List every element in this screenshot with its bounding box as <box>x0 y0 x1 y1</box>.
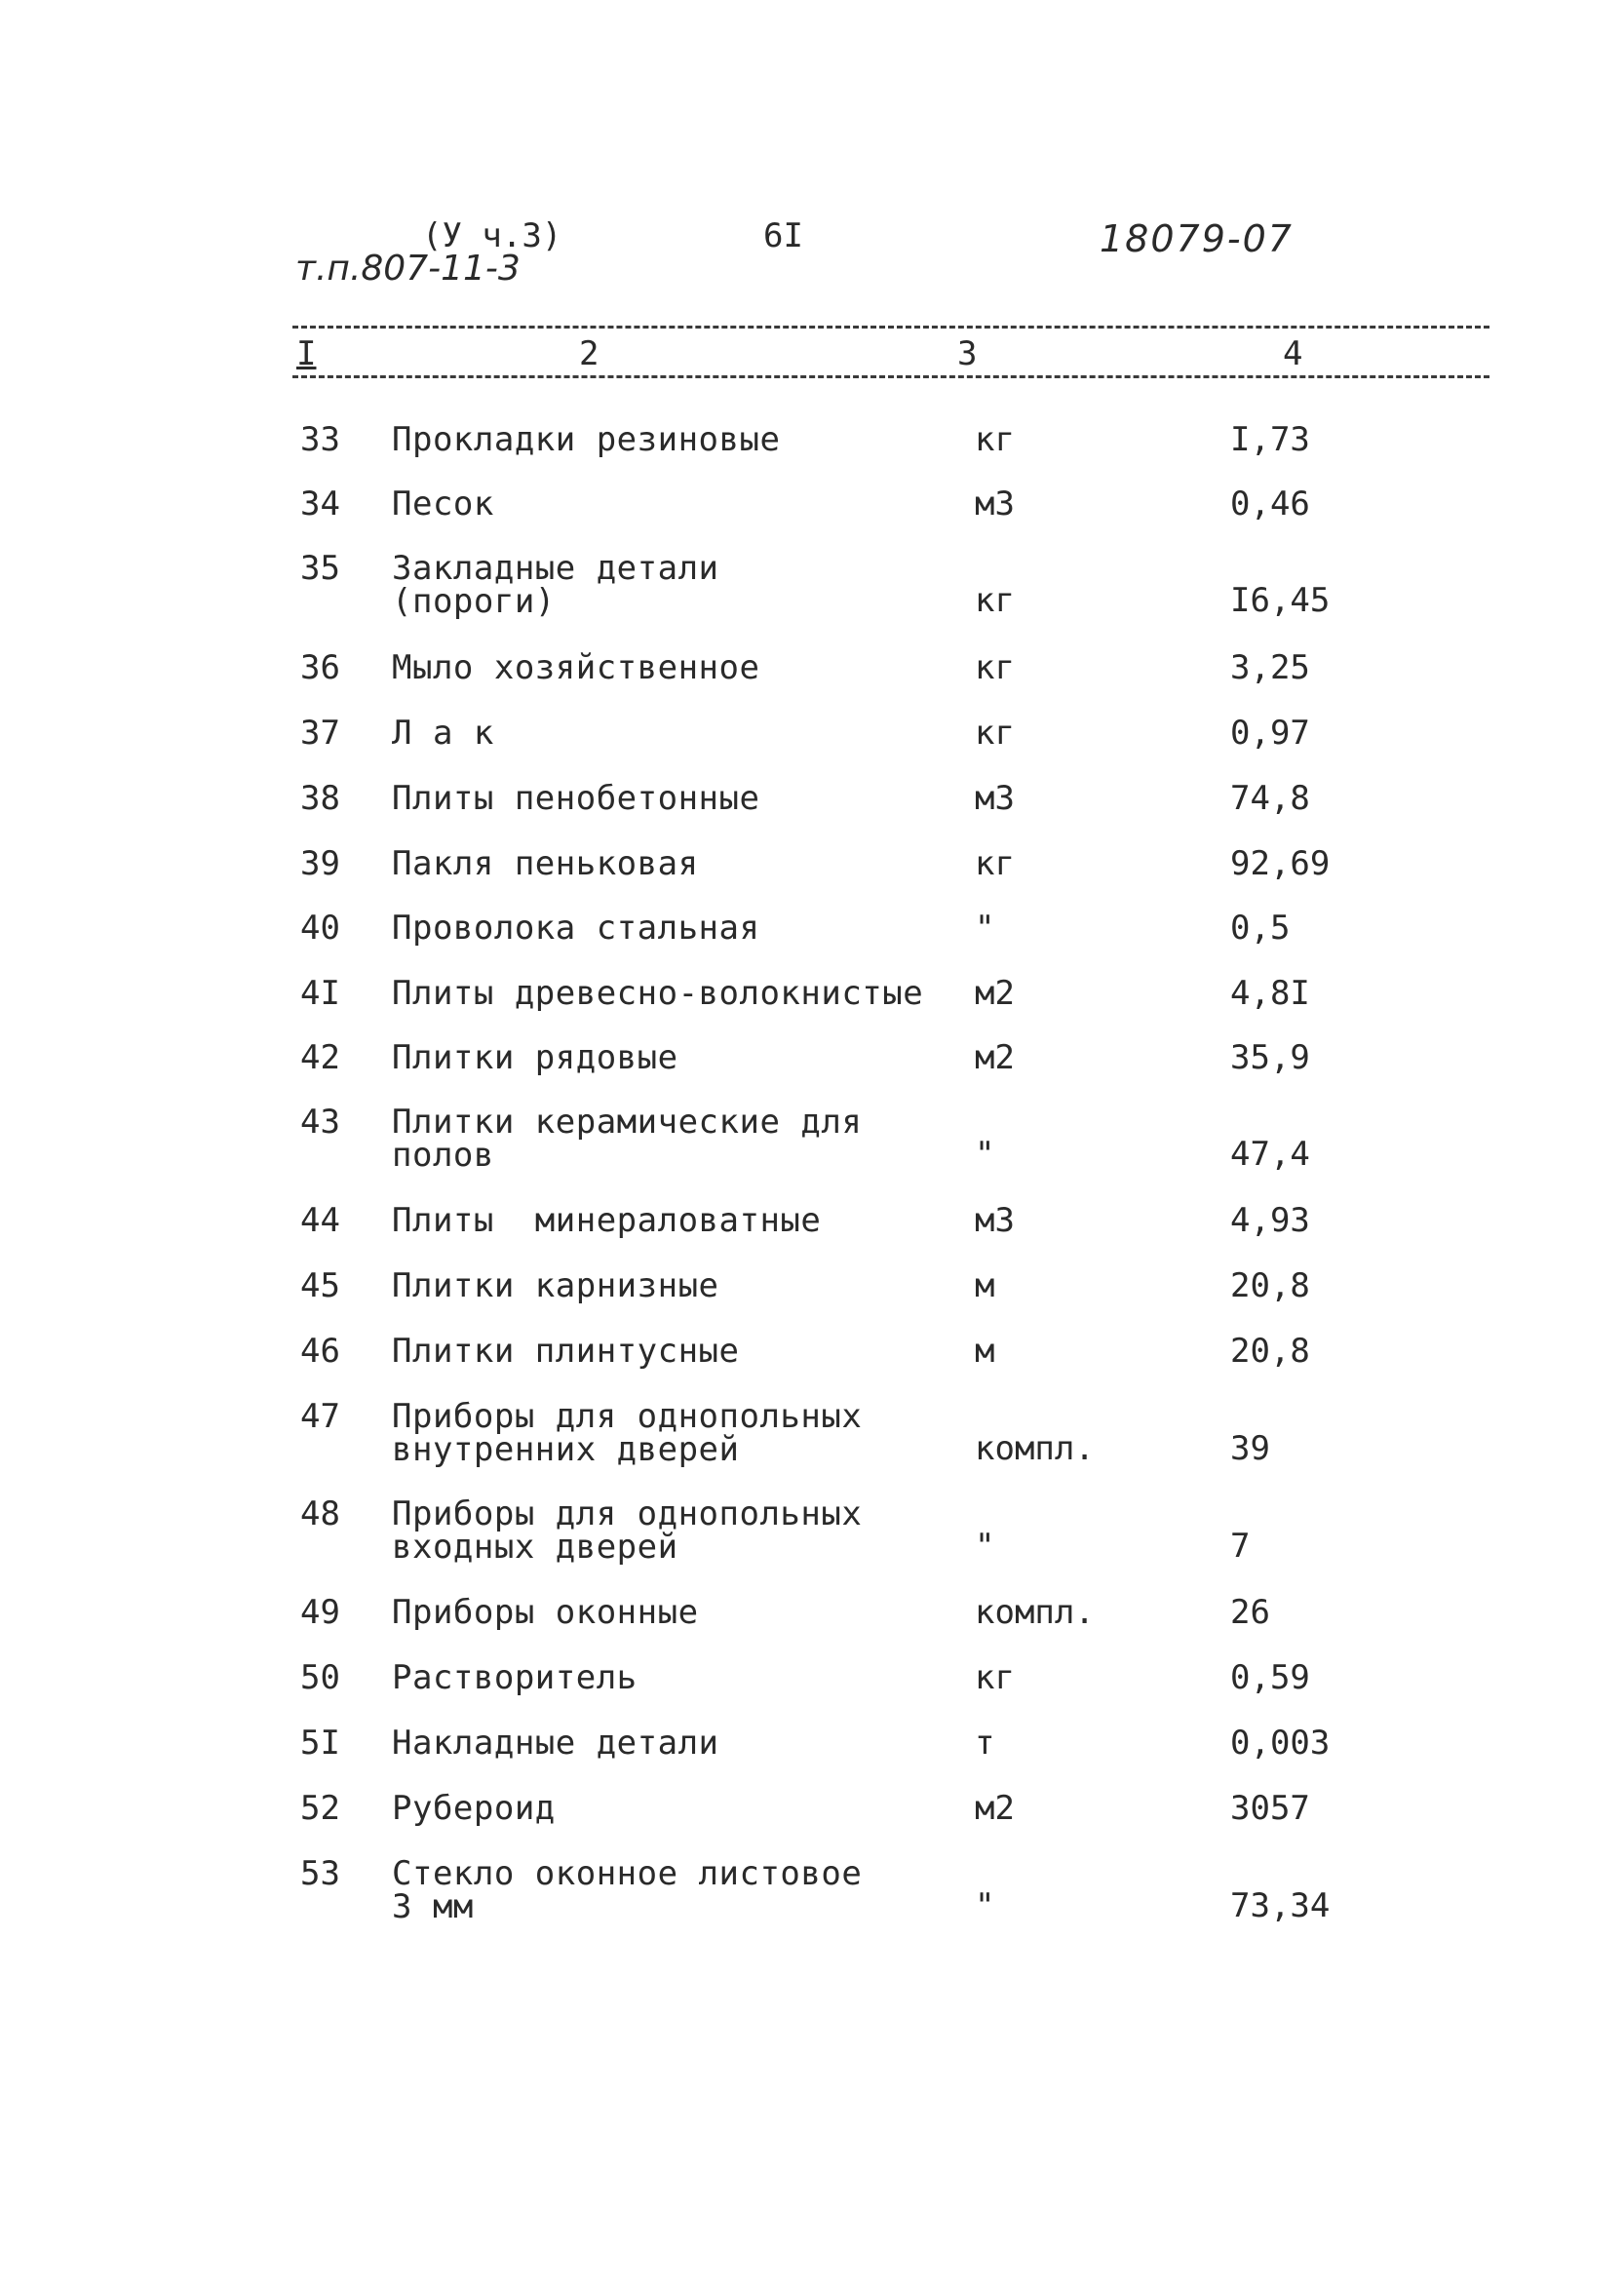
quantity: 4,93 <box>1230 1201 1310 1240</box>
dashed-rule-header <box>292 375 1489 378</box>
row-number: 40 <box>300 909 340 948</box>
dashed-rule-top <box>292 326 1489 329</box>
table-row <box>0 420 1624 459</box>
material-name: Накладные детали <box>392 1724 719 1763</box>
table-row <box>0 1103 1624 1175</box>
quantity: 26 <box>1230 1593 1270 1632</box>
quantity: 73,34 <box>1230 1886 1331 1925</box>
row-number: 50 <box>300 1658 340 1697</box>
unit: " <box>975 1527 995 1566</box>
unit: м3 <box>975 485 1015 524</box>
column-header-1: I <box>292 334 320 373</box>
table-row <box>0 1658 1624 1697</box>
row-number: 4I <box>300 974 340 1013</box>
column-header-2: 2 <box>575 334 602 373</box>
quantity: I6,45 <box>1230 581 1331 620</box>
quantity: 47,4 <box>1230 1135 1310 1174</box>
row-number: 42 <box>300 1038 340 1077</box>
quantity: 0,46 <box>1230 485 1310 524</box>
document-number: 18079-07 <box>1100 217 1294 260</box>
material-name: Л а к <box>392 714 494 753</box>
unit: компл. <box>975 1593 1095 1632</box>
unit: т <box>975 1724 995 1763</box>
material-name: Растворитель <box>392 1658 638 1697</box>
unit: " <box>975 1135 995 1174</box>
table-row <box>0 1266 1624 1305</box>
page-number: 6I <box>763 216 803 255</box>
unit: м <box>975 1332 995 1371</box>
project-code: т.п.807-11-3 <box>295 249 521 289</box>
row-number: 52 <box>300 1789 340 1828</box>
unit: м2 <box>975 1789 1015 1828</box>
table-row <box>0 974 1624 1013</box>
unit: кг <box>975 581 1015 620</box>
material-name: Стекло оконное листовое 3 мм <box>392 1854 863 1926</box>
table-row <box>0 844 1624 883</box>
row-number: 39 <box>300 844 340 883</box>
quantity: 0,5 <box>1230 909 1291 948</box>
material-name: Закладные детали (пороги) <box>392 549 719 621</box>
unit: кг <box>975 648 1015 687</box>
row-number: 43 <box>300 1103 340 1142</box>
unit: м <box>975 1266 995 1305</box>
column-header-3: 3 <box>953 334 981 373</box>
table-row <box>0 1332 1624 1371</box>
row-number: 49 <box>300 1593 340 1632</box>
material-name: Плитки рядовые <box>392 1038 678 1077</box>
unit: компл. <box>975 1429 1095 1468</box>
table-row <box>0 1397 1624 1469</box>
unit: кг <box>975 844 1015 883</box>
table-row <box>0 1724 1624 1763</box>
quantity: 20,8 <box>1230 1266 1310 1305</box>
material-name: Приборы для однопольных внутренних дверей <box>392 1397 863 1469</box>
material-name: Плитки керамические для полов <box>392 1103 863 1175</box>
row-number: 33 <box>300 420 340 459</box>
table-row <box>0 549 1624 621</box>
quantity: 7 <box>1230 1527 1251 1566</box>
unit: м2 <box>975 1038 1015 1077</box>
table-row <box>0 1789 1624 1828</box>
quantity: I,73 <box>1230 420 1310 459</box>
material-name: Плиты минераловатные <box>392 1201 822 1240</box>
header-subtitle: (У ч.3) <box>422 216 562 255</box>
table-row <box>0 1593 1624 1632</box>
material-name: Приборы оконные <box>392 1593 699 1632</box>
row-number: 34 <box>300 485 340 524</box>
material-name: Плиты древесно-волокнистые <box>392 974 924 1013</box>
row-number: 35 <box>300 549 340 588</box>
material-name: Проволока стальная <box>392 909 760 948</box>
table-row <box>0 1038 1624 1077</box>
material-name: Прокладки резиновые <box>392 420 781 459</box>
row-number: 45 <box>300 1266 340 1305</box>
row-number: 46 <box>300 1332 340 1371</box>
unit: кг <box>975 420 1015 459</box>
table-row <box>0 485 1624 524</box>
quantity: 4,8I <box>1230 974 1310 1013</box>
unit: " <box>975 1886 995 1925</box>
table-row <box>0 648 1624 687</box>
quantity: 20,8 <box>1230 1332 1310 1371</box>
quantity: 35,9 <box>1230 1038 1310 1077</box>
material-name: Рубероид <box>392 1789 556 1828</box>
quantity: 0,003 <box>1230 1724 1331 1763</box>
unit: м2 <box>975 974 1015 1013</box>
material-name: Плитки плинтусные <box>392 1332 740 1371</box>
unit: кг <box>975 714 1015 753</box>
table-row <box>0 714 1624 753</box>
column-header-4: 4 <box>1279 334 1306 373</box>
table-row <box>0 909 1624 948</box>
row-number: 38 <box>300 779 340 818</box>
row-number: 36 <box>300 648 340 687</box>
quantity: 0,59 <box>1230 1658 1310 1697</box>
quantity: 3,25 <box>1230 648 1310 687</box>
material-name: Плиты пенобетонные <box>392 779 760 818</box>
quantity: 3057 <box>1230 1789 1310 1828</box>
quantity: 0,97 <box>1230 714 1310 753</box>
row-number: 37 <box>300 714 340 753</box>
row-number: 5I <box>300 1724 340 1763</box>
table-row <box>0 779 1624 818</box>
unit: " <box>975 909 995 948</box>
material-name: Пакля пеньковая <box>392 844 699 883</box>
unit: м3 <box>975 1201 1015 1240</box>
row-number: 44 <box>300 1201 340 1240</box>
quantity: 92,69 <box>1230 844 1331 883</box>
material-name: Плитки карнизные <box>392 1266 719 1305</box>
material-name: Мыло хозяйственное <box>392 648 760 687</box>
row-number: 48 <box>300 1494 340 1533</box>
material-name: Песок <box>392 485 494 524</box>
quantity: 39 <box>1230 1429 1270 1468</box>
row-number: 53 <box>300 1854 340 1893</box>
table-row <box>0 1854 1624 1926</box>
material-name: Приборы для однопольных входных дверей <box>392 1494 863 1567</box>
row-number: 47 <box>300 1397 340 1436</box>
table-row <box>0 1494 1624 1567</box>
table-row <box>0 1201 1624 1240</box>
unit: кг <box>975 1658 1015 1697</box>
quantity: 74,8 <box>1230 779 1310 818</box>
unit: м3 <box>975 779 1015 818</box>
